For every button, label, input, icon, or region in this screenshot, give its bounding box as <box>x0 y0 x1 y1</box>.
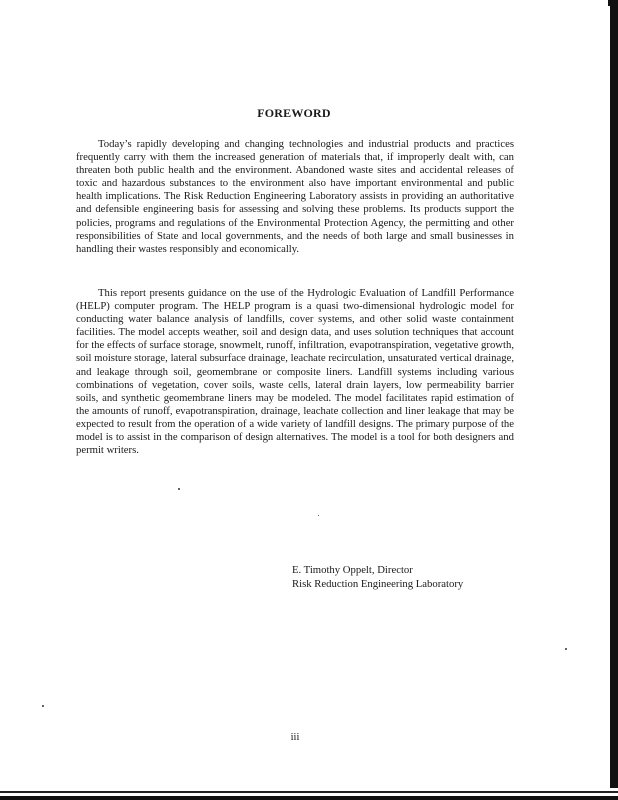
scan-speck <box>178 488 180 490</box>
scan-border-right <box>610 0 618 800</box>
scan-speck <box>318 515 319 516</box>
signature-block <box>292 563 463 591</box>
scan-border-top <box>608 0 618 6</box>
page-number: iii <box>290 732 300 743</box>
foreword-paragraph-1: Today’s rapidly developing and changing technologies and industrial products and practices frequently carry with them the increased generation of materials that, if improperly dealt with, can threaten both public health and the environment. Abandoned waste sites and accidental releases of toxic and hazardous substances to the environment also have important environmental and public health implications. The Risk Reduction Engineering Laboratory assists in providing an authoritative and defensible engineering basis for assessing and solving these problems. Its products support the policies, programs and regulations of the Environmental Protection Agency, the permitting and other responsibilities of State and local governments, and the needs of both large and small businesses in handling their wastes responsibly and economically. <box>76 138 514 255</box>
page-title: FOREWORD <box>257 106 331 120</box>
scan-speck <box>565 648 567 650</box>
signatory-organization: Risk Reduction Engineering Laboratory <box>292 578 464 590</box>
signatory-name: E. Timothy Oppelt, Director <box>292 564 413 576</box>
foreword-paragraph-2: This report presents guidance on the use of the Hydrologic Evaluation of Landfill Performance (HELP) computer program. The HELP program is a quasi two-dimensional hydrologic model for conducting water balance analysis of landfills, cover systems, and other solid waste containment facilities. The model accepts weather, soil and design data, and uses solution techniques that account for the effects of surface storage, snowmelt, runoff, infiltration, evapotranspiration, vegetative growth, soil moisture storage, lateral subsurface drainage, leachate recirculation, unsaturated vertical drainage, and leakage through soil, geomembrane or composite liners. Landfill systems including various combinations of vegetation, cover soils, waste cells, lateral drain layers, low permeability barrier soils, and synthetic geomembrane liners may be modeled. The model facilitates rapid estimation of the amounts of runoff, evapotranspiration, drainage, leachate collection and liner leakage that may be expected to result from the operation of a wide variety of landfill designs. The primary purpose of the model is to assist in the comparison of design alternatives. The model is a tool for both designers and permit writers. <box>76 287 514 457</box>
scan-speck <box>42 705 44 707</box>
scan-border-bottom <box>0 788 618 800</box>
